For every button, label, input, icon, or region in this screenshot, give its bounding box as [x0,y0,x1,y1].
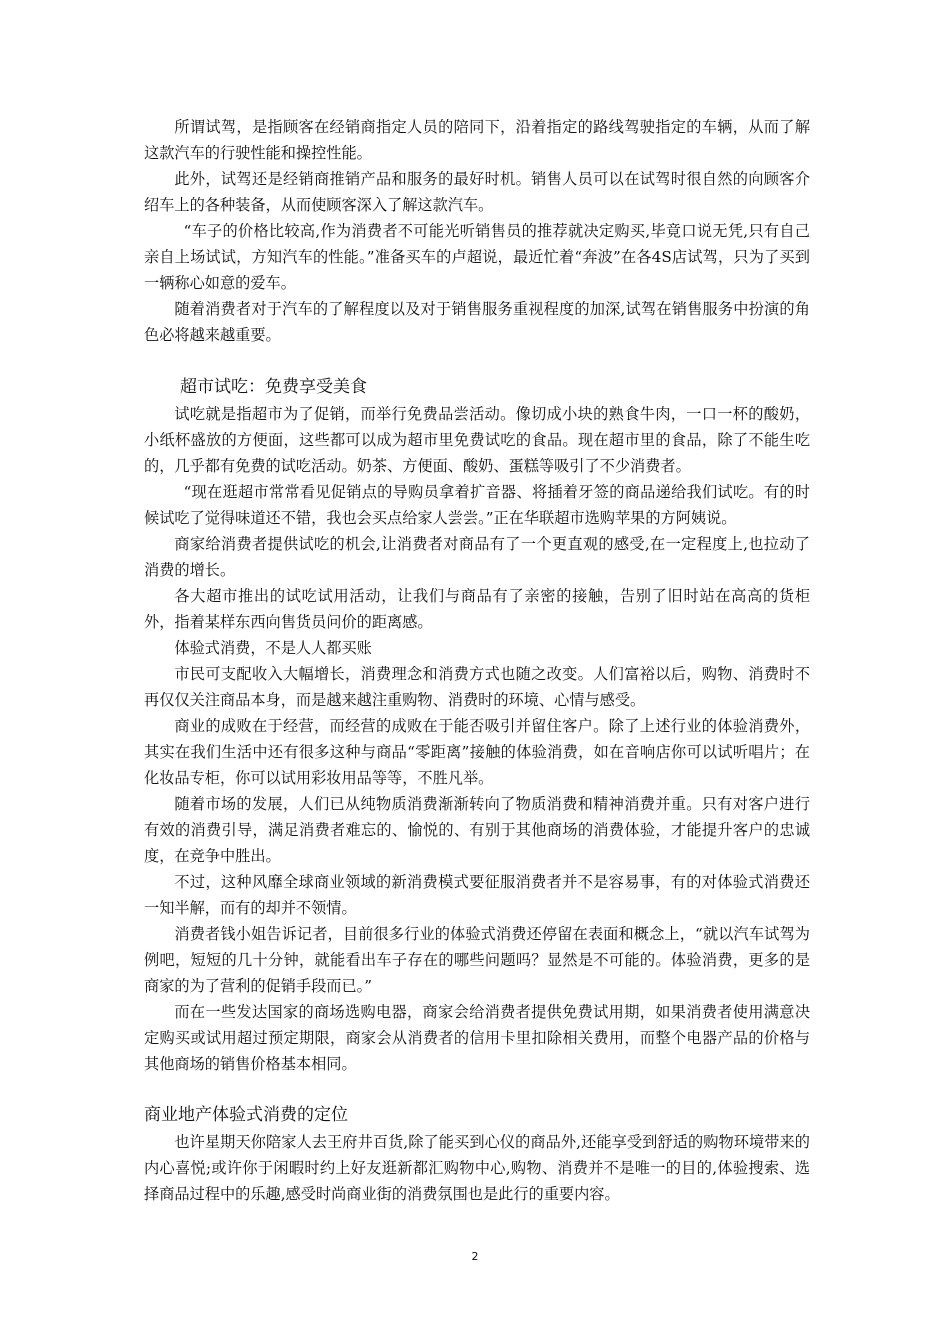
paragraph: 而在一些发达国家的商场选购电器，商家会给消费者提供免费试用期，如果消费者使用满意决定购买或试用超过预定期限，商家会从消费者的信用卡里扣除相关费用，而整个电器产品的价格与其他商场的销售价格基本相同。 [144,1003,810,1073]
section-heading-commercial-real-estate: 商业地产体验式消费的定位 [144,1105,348,1125]
section-heading-supermarket: 超市试吃：免费享受美食 [180,377,367,397]
paragraph: “现在逛超市常常看见促销点的导购员拿着扩音器、将插着牙签的商品递给我们试吃。有的时候试吃了觉得味道还不错，我也会买点给家人尝尝。”正在华联超市选购苹果的方阿姨说。 [144,483,810,527]
paragraph: “车子的价格比较高,作为消费者不可能光听销售员的推荐就决定购买,毕竟口说无凭,只有自己亲自上场试试，方知汽车的性能。”准备买车的卢超说，最近忙着“奔波”在各4S店试驾，只为了买到一辆称心如意的爱车。 [144,222,810,292]
paragraph: 消费者钱小姐告诉记者，目前很多行业的体验式消费还停留在表面和概念上，“就以汽车试驾为例吧，短短的几十分钟，就能看出车子存在的哪些问题吗？显然是不可能的。体验消费，更多的是商家的为了营利的促销手段而已。” [144,925,810,995]
paragraph: 商家给消费者提供试吃的机会,让消费者对商品有了一个更直观的感受,在一定程度上,也拉动了消费的增长。 [144,535,810,579]
subheading-paragraph: 体验式消费，不是人人都买账 [174,639,372,657]
paragraph: 试吃就是指超市为了促销，而举行免费品尝活动。像切成小块的熟食牛肉，一口一杯的酸奶，小纸杯盛放的方便面，这些都可以成为超市里免费试吃的食品。现在超市里的食品，除了不能生吃的，几乎都有免费的试吃活动。奶茶、方便面、酸奶、蛋糕等吸引了不少消费者。 [144,405,810,475]
page-number: 2 [471,1250,479,1263]
paragraph: 各大超市推出的试吃试用活动，让我们与商品有了亲密的接触，告别了旧时站在高高的货柜外，指着某样东西向售货员问价的距离感。 [144,587,810,631]
paragraph: 随着消费者对于汽车的了解程度以及对于销售服务重视程度的加深,试驾在销售服务中扮演的角色必将越来越重要。 [144,300,810,344]
paragraph: 随着市场的发展，人们已从纯物质消费渐渐转向了物质消费和精神消费并重。只有对客户进行有效的消费引导，满足消费者难忘的、愉悦的、有别于其他商场的消费体验，才能提升客户的忠诚度，在竞争中胜出。 [144,795,810,865]
paragraph: 此外，试驾还是经销商推销产品和服务的最好时机。销售人员可以在试驾时很自然的向顾客介绍车上的各种装备，从而使顾客深入了解这款汽车。 [144,170,810,214]
paragraph: 市民可支配收入大幅增长，消费理念和消费方式也随之改变。人们富裕以后，购物、消费时不再仅仅关注商品本身，而是越来越注重购物、消费时的环境、心情与感受。 [144,665,810,709]
page-content [144,114,810,1207]
section-spacer [144,1077,810,1101]
section-spacer [144,348,810,373]
paragraph: 也许星期天你陪家人去王府井百货,除了能买到心仪的商品外,还能享受到舒适的购物环境带来的内心喜悦;或许你于闲暇时约上好友逛新都汇购物中心,购物、消费并不是唯一的目的,体验搜索、选择商品过程中的乐趣,感受时尚商业街的消费氛围也是此行的重要内容。 [144,1133,810,1203]
paragraph: 所谓试驾，是指顾客在经销商指定人员的陪同下，沿着指定的路线驾驶指定的车辆，从而了解这款汽车的行驶性能和操控性能。 [144,118,810,162]
paragraph: 商业的成败在于经营，而经营的成败在于能否吸引并留住客户。除了上述行业的体验消费外，其实在我们生活中还有很多这种与商品“零距离”接触的体验消费，如在音响店你可以试听唱片；在化妆品专柜，你可以试用彩妆用品等等，不胜凡举。 [144,717,810,787]
paragraph: 不过，这种风靡全球商业领域的新消费模式要征服消费者并不是容易事，有的对体验式消费还一知半解，而有的却并不领情。 [144,873,810,917]
